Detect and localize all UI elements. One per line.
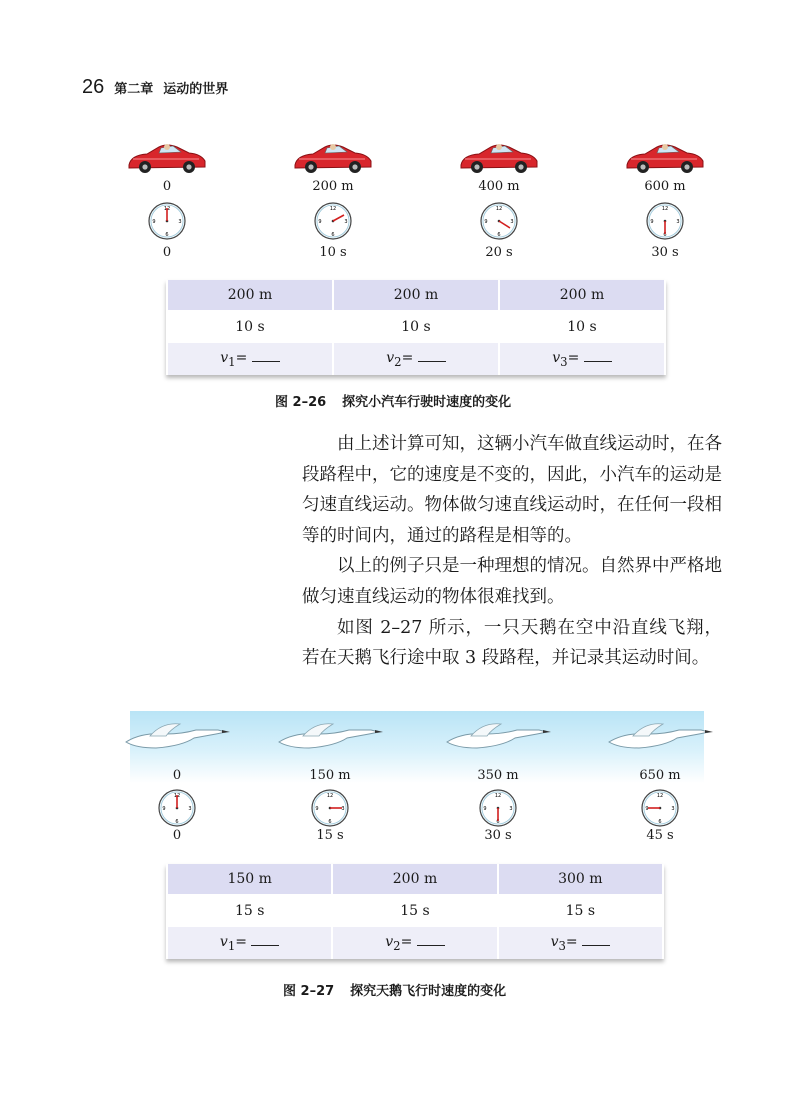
clock-icon (479, 201, 519, 241)
distance-cell: 200 m (333, 864, 496, 894)
distance-cell: 150 m (168, 864, 331, 894)
speed-subscript: 2 (394, 354, 402, 369)
figure-caption (275, 391, 511, 410)
paragraph: 由上述计算可知，这辆小汽车做直线运动时，在各段路程中，它的速度是不变的，因此，小汽车的运动是匀速直线运动。物体做匀速直线运动时，在任何一段相等的时间内，通过的路程是相等的。 (302, 434, 722, 546)
speed-cell (168, 927, 331, 959)
car-stage-2 (283, 139, 383, 261)
speed-subscript: 1 (227, 938, 236, 953)
clock-icon (147, 201, 187, 241)
time-cell: 15 s (499, 894, 662, 927)
time-cell: 15 s (168, 894, 331, 927)
swan-stage-3 (448, 720, 548, 844)
car-image (625, 139, 705, 175)
answer-blank (417, 935, 445, 946)
equals-sign: = (565, 933, 578, 950)
speed-cell (334, 343, 498, 375)
speed-symbol: v (219, 933, 228, 950)
chapter-title (114, 78, 238, 97)
clock-icon (640, 788, 680, 828)
caption-text: 探究天鹅飞行时速度的变化 (350, 984, 507, 999)
speed-cell (168, 343, 332, 375)
swan-stage-2 (280, 720, 380, 844)
swan-image (275, 720, 385, 752)
distance-label: 650 m (639, 768, 681, 783)
table-row (168, 864, 662, 894)
speed-subscript: 1 (228, 354, 236, 369)
answer-blank (584, 351, 612, 362)
page-header (82, 76, 238, 99)
time-cell: 10 s (500, 310, 664, 343)
equals-sign: = (401, 349, 414, 366)
caption-text: 探究小汽车行驶时速度的变化 (342, 395, 512, 410)
speed-cell (333, 927, 496, 959)
time-label: 10 s (319, 245, 347, 260)
distance-cell: 200 m (334, 280, 498, 310)
table-row (168, 343, 664, 375)
answer-blank (582, 935, 610, 946)
time-label: 30 s (651, 245, 679, 260)
distance-label: 350 m (477, 768, 519, 783)
car-stage-3 (449, 139, 549, 261)
swan-image (122, 720, 232, 752)
speed-symbol: v (385, 933, 394, 950)
clock-icon (478, 788, 518, 828)
swan-data-table (166, 864, 664, 959)
chapter-label: 第二章 (114, 82, 154, 97)
equals-sign: = (235, 933, 247, 950)
distance-cell: 200 m (168, 280, 332, 310)
car-stage-4 (615, 139, 715, 261)
answer-blank (252, 351, 280, 362)
swan-image (443, 720, 553, 752)
paragraph: 如图 2–27 所示，一只天鹅在空中沿直线飞翔，若在天鹅飞行途中取 3 段路程，并记录其运动时间。 (302, 617, 722, 669)
paragraph: 以上的例子只是一种理想的情况。自然界中严格地做匀速直线运动的物体很难找到。 (302, 556, 722, 607)
car-image (127, 139, 207, 175)
answer-blank (418, 351, 446, 362)
speed-subscript: 2 (393, 938, 401, 953)
time-label: 0 (162, 245, 172, 260)
speed-subscript: 3 (560, 354, 568, 369)
time-label: 20 s (485, 245, 513, 260)
equals-sign: = (400, 933, 413, 950)
caption-number: 图 2–26 (275, 395, 327, 410)
distance-label: 0 (162, 179, 172, 194)
page-number: 26 (82, 76, 105, 98)
swan-stage-4 (610, 720, 710, 844)
car-stage-1 (117, 139, 217, 261)
time-label: 15 s (316, 828, 344, 843)
speed-symbol: v (550, 933, 559, 950)
caption-number: 图 2–27 (283, 984, 335, 999)
distance-label: 400 m (478, 179, 520, 194)
distance-label: 200 m (312, 179, 354, 194)
car-image (293, 139, 373, 175)
distance-label: 150 m (309, 768, 351, 783)
figure-caption (283, 980, 506, 999)
speed-cell (499, 927, 662, 959)
table-row (168, 310, 664, 343)
speed-symbol: v (220, 349, 229, 366)
swan-stage-1 (127, 720, 227, 844)
clock-icon (310, 788, 350, 828)
table-row (168, 894, 662, 927)
time-label: 45 s (646, 828, 674, 843)
car-image (459, 139, 539, 175)
table-row (168, 927, 662, 959)
answer-blank (251, 935, 279, 946)
speed-cell (500, 343, 664, 375)
equals-sign: = (235, 349, 248, 366)
time-cell: 10 s (334, 310, 498, 343)
clock-icon (157, 788, 197, 828)
speed-symbol: v (386, 349, 395, 366)
time-cell: 10 s (168, 310, 332, 343)
chapter-name: 运动的世界 (163, 82, 229, 97)
time-label: 30 s (484, 828, 512, 843)
clock-icon (313, 201, 353, 241)
time-label: 0 (172, 828, 182, 843)
distance-label: 600 m (644, 179, 686, 194)
time-cell: 15 s (333, 894, 496, 927)
distance-cell: 200 m (500, 280, 664, 310)
distance-label: 0 (172, 768, 182, 783)
swan-image (605, 720, 715, 752)
speed-subscript: 3 (558, 938, 566, 953)
equals-sign: = (567, 349, 580, 366)
car-data-table (166, 280, 666, 375)
body-text (302, 429, 722, 674)
speed-symbol: v (552, 349, 561, 366)
table-row (168, 280, 664, 310)
clock-icon (645, 201, 685, 241)
distance-cell: 300 m (499, 864, 662, 894)
